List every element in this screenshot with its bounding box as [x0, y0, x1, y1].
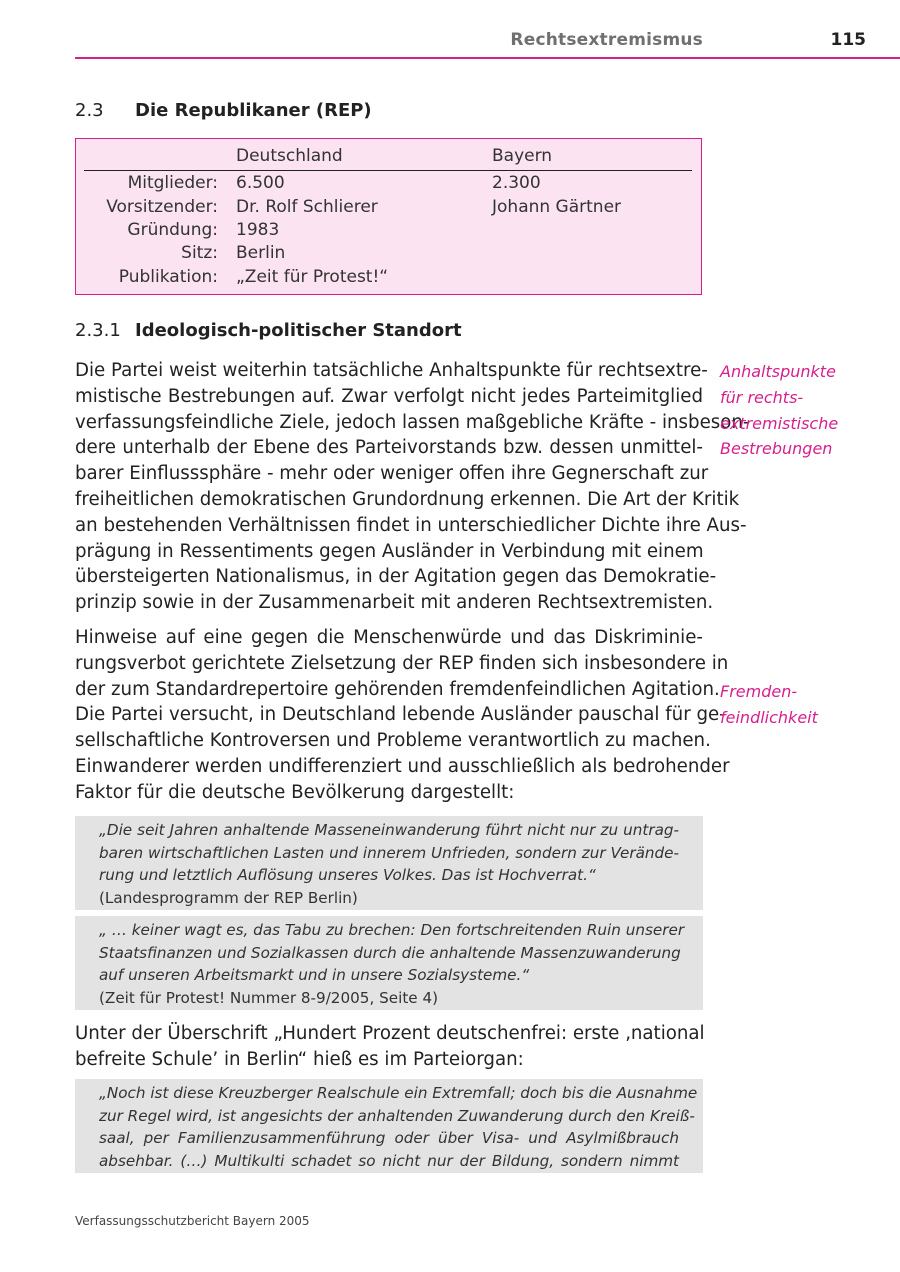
info-label: Gründung:: [127, 220, 218, 240]
quote-line: zur Regel wird, ist angesichts der anhaltenden Zuwanderung durch den Kreiß-: [99, 1106, 695, 1125]
quote-line: „Noch ist diese Kreuzberger Realschule ein Extremfall; doch bis die Ausnahme: [99, 1084, 698, 1102]
text-line: übersteigerten Nationalismus, in der Agitation gegen das Demokratie-: [75, 566, 717, 588]
text-line: dere unterhalb der Ebene des Parteivorstands bzw. dessen unmittel-: [75, 437, 703, 459]
page-number: 115: [830, 30, 866, 50]
text-line: prinzip sowie in der Zusammenarbeit mit anderen Rechtsextremisten.: [75, 592, 714, 614]
quote-block: [75, 1079, 703, 1173]
text-line: an bestehenden Verhältnissen findet in unterschiedlicher Dichte ihre Aus-: [75, 514, 747, 536]
header-divider: [75, 57, 900, 59]
info-row-mitglieder: [76, 173, 701, 197]
quote-source: (Landesprogramm der REP Berlin): [99, 888, 358, 907]
quote-line: saal, per Familienzusammenführung oder über Visa- und Asylmißbrauch: [99, 1129, 679, 1147]
text-line: verfassungsfeindliche Ziele, jedoch lassen maßgebliche Kräfte - insbeson-: [75, 411, 750, 433]
subsection-number: 2.3.1: [75, 320, 121, 341]
info-value-deutschland: „Zeit für Protest!“: [236, 267, 389, 287]
margin-note-line: Anhaltspunkte: [720, 362, 836, 381]
margin-note-line: feindlichkeit: [720, 707, 818, 727]
column-header-deutschland: Deutschland: [236, 146, 343, 166]
info-value-deutschland: 6.500: [236, 173, 285, 193]
quote-block: [75, 916, 703, 1010]
margin-note-line: Bestrebungen: [720, 439, 833, 459]
subsection-heading: [75, 320, 462, 341]
info-row-sitz: [76, 243, 701, 267]
text-line: sellschaftliche Kontroversen und Probleme verantwortlich zu machen.: [75, 730, 711, 752]
section-heading: [75, 100, 372, 121]
text-line: Hinweise auf eine gegen die Menschenwürde und das Diskriminie-: [75, 627, 703, 648]
info-row-vorsitzender: [76, 197, 701, 221]
body-paragraph: [75, 1021, 703, 1073]
info-value-deutschland: Dr. Rolf Schlierer: [236, 197, 378, 217]
quote-source: (Zeit für Protest! Nummer 8-9/2005, Seite 4): [99, 988, 439, 1007]
margin-note: [720, 679, 818, 731]
text-line: Die Partei weist weiterhin tatsächliche Anhaltspunkte für rechtsextre-: [75, 360, 708, 381]
text-line: Die Partei versucht, in Deutschland lebende Ausländer pauschal für ge-: [75, 704, 726, 726]
running-header-title: Rechtsextremismus: [510, 30, 703, 50]
info-label: Vorsitzender:: [106, 197, 218, 217]
quote-line: rung und letztlich Auflösung unseres Volkes. Das ist Hochverrat.“: [99, 866, 596, 884]
text-line: freiheitlichen demokratischen Grundordnung erkennen. Die Art der Kritik: [75, 488, 740, 510]
quote-block: [75, 816, 703, 910]
party-info-box: [75, 138, 702, 295]
text-line: mistische Bestrebungen auf. Zwar verfolgt nicht jedes Parteimitglied: [75, 385, 703, 407]
margin-note-line: für rechts-: [720, 387, 804, 407]
quote-line: auf unseren Arbeitsmarkt und in unsere Sozialsysteme.“: [99, 966, 530, 984]
info-box-rule: [84, 170, 692, 171]
info-label: Mitglieder:: [127, 173, 218, 193]
body-paragraph: [75, 625, 730, 806]
column-header-bayern: Bayern: [492, 146, 553, 166]
margin-note: [720, 359, 838, 462]
page-footer: Verfassungsschutzbericht Bayern 2005: [75, 1214, 310, 1228]
info-row-gruendung: [76, 220, 701, 244]
section-number: 2.3: [75, 100, 104, 121]
margin-note-line: extremistische: [720, 413, 839, 433]
quote-line: „Die seit Jahren anhaltende Masseneinwanderung führt nicht nur zu untrag-: [99, 821, 679, 839]
text-line: der zum Standardrepertoire gehörenden fremdenfeindlichen Agitation.: [75, 678, 720, 700]
subsection-title: Ideologisch-politischer Standort: [135, 320, 462, 341]
text-line: befreite Schule’ in Berlin“ hieß es im Parteiorgan:: [75, 1048, 524, 1070]
quote-line: baren wirtschaftlichen Lasten und innerem Unfrieden, sondern zur Verände-: [99, 843, 679, 862]
quote-line: absehbar. (…) Multikulti schadet so nicht nur der Bildung, sondern nimmt: [99, 1151, 679, 1170]
text-line: prägung in Ressentiments gegen Ausländer in Verbindung mit einem: [75, 540, 704, 562]
margin-note-line: Fremden-: [720, 682, 798, 701]
info-label: Sitz:: [181, 243, 218, 263]
text-line: rungsverbot gerichtete Zielsetzung der REP finden sich insbesondere in: [75, 652, 729, 674]
text-line: barer Einflusssphäre - mehr oder weniger offen ihre Gegnerschaft zur: [75, 463, 709, 485]
info-label: Publikation:: [118, 267, 218, 287]
text-line: Unter der Überschrift „Hundert Prozent deutschenfrei: erste ‚national: [75, 1023, 705, 1044]
quote-line: „ … keiner wagt es, das Tabu zu brechen: Den fortschreitenden Ruin unserer: [99, 921, 685, 939]
info-value-deutschland: 1983: [236, 220, 280, 240]
info-row-publikation: [76, 267, 701, 291]
info-value-bayern: Johann Gärtner: [492, 197, 622, 217]
info-value-bayern: 2.300: [492, 173, 541, 193]
info-value-deutschland: Berlin: [236, 243, 286, 263]
text-line: Einwanderer werden undifferenziert und ausschließlich als bedrohender: [75, 755, 730, 777]
body-paragraph: [75, 358, 750, 616]
text-line: Faktor für die deutsche Bevölkerung dargestellt:: [75, 781, 515, 803]
section-title: Die Republikaner (REP): [135, 100, 372, 121]
quote-line: Staatsfinanzen und Sozialkassen durch die anhaltende Massenzuwanderung: [99, 943, 681, 962]
